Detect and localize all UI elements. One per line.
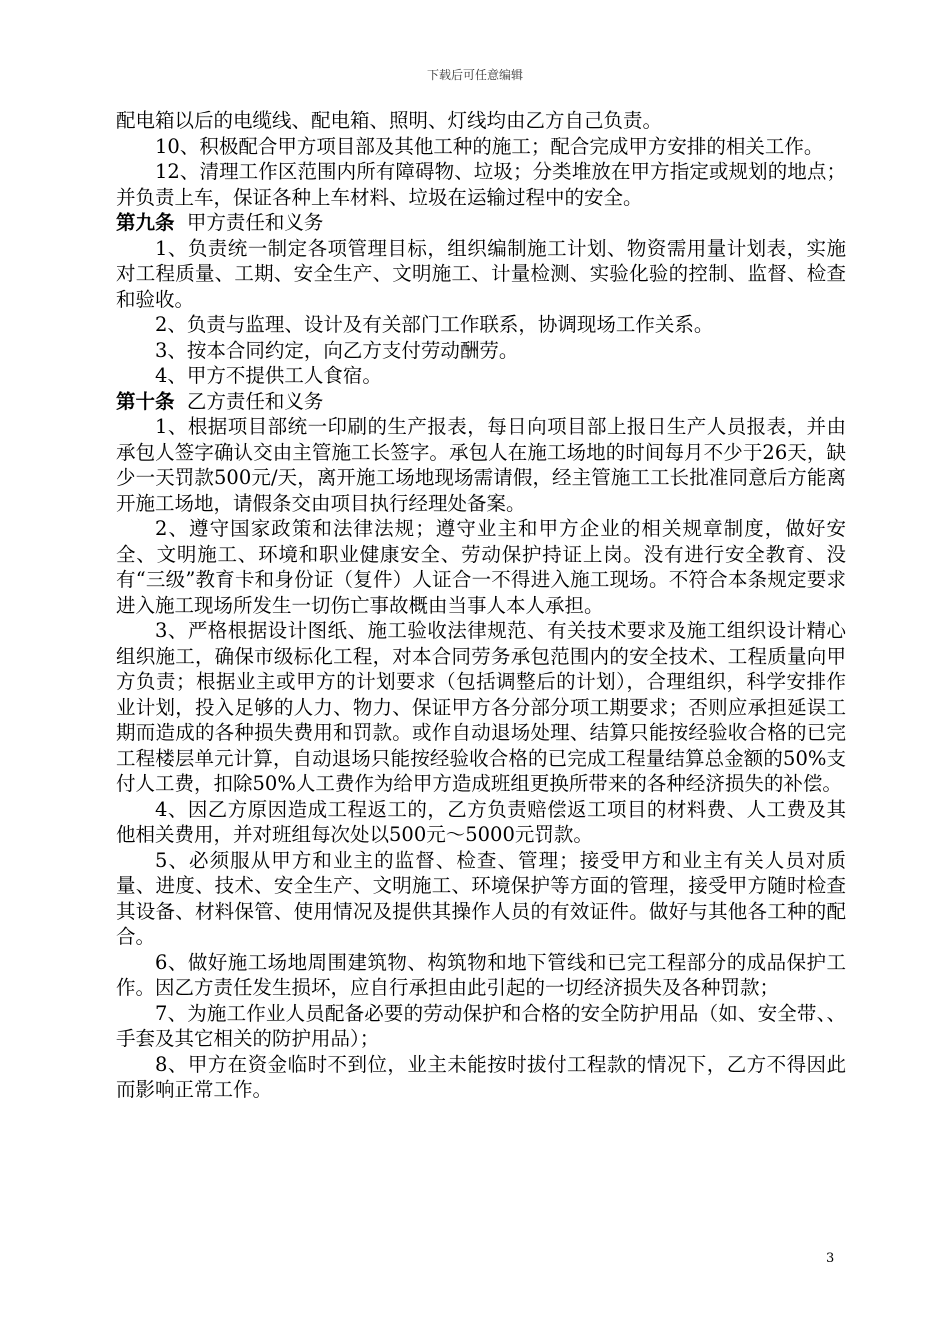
article-10-heading: [116, 389, 846, 415]
page-header: 下载后可任意编辑: [426, 68, 523, 82]
article-10-title: 乙方责任和义务: [186, 389, 324, 413]
article-10-label: 第十条: [116, 389, 175, 413]
article-9-item: 1、负责统一制定各项管理目标，组织编制施工计划、物资需用量计划表，实施对工程质量、工期、安全生产、文明施工、计量检测、实验化验的控制、监督、检查和验收。: [116, 236, 846, 311]
article-9-label: 第九条: [116, 211, 175, 234]
article-9-title: 甲方责任和义务: [186, 211, 324, 234]
article-9-heading: [116, 210, 846, 236]
page-number: 3: [826, 1251, 835, 1266]
article-10-item: 6、做好施工场地周围建筑物、构筑物和地下管线和已完工程部分的成品保护工作。因乙方责任发生损坏，应自行承担由此引起的一切经济损失及各种罚款；: [116, 950, 846, 999]
article-9-item: 2、负责与监理、设计及有关部门工作联系，协调现场工作关系。: [155, 313, 714, 336]
paragraph: 12、清理工作区范围内所有障碍物、垃圾；分类堆放在甲方指定或规划的地点；并负责上车，保证各种上车材料、垃圾在运输过程中的安全。: [116, 160, 846, 209]
article-10-item: 2、遵守国家政策和法律法规；遵守业主和甲方企业的相关规章制度，做好安全、文明施工、环境和职业健康安全、劳动保护持证上岗。没有进行安全教育、没有“三级”教育卡和身份证（复件）人证合一不得进入施工现场。不符合本条规定要求进入施工现场所发生一切伤亡事故概由当事人本人承担。: [116, 517, 846, 617]
paragraph: 配电箱以后的电缆线、配电箱、照明、灯线均由乙方自己负责。: [116, 109, 663, 132]
article-10-item: 1、根据项目部统一印刷的生产报表，每日向项目部上报日生产人员报表，并由承包人签字确认交由主管施工长签字。承包人在施工场地的时间每月不少于26天，缺少一天罚款500元/天，离开施工场地现场需请假，经主管施工工长批准同意后方能离开施工场地，请假条交由项目执行经理处备案。: [116, 415, 846, 515]
article-10-item: 8、甲方在资金临时不到位，业主未能按时拔付工程款的情况下，乙方不得因此而影响正常工作。: [116, 1052, 846, 1101]
paragraph: 10、积极配合甲方项目部及其他工种的施工；配合完成甲方安排的相关工作。: [155, 134, 824, 158]
document-body: [116, 108, 846, 1103]
article-9-item: 3、按本合同约定，向乙方支付劳动酬劳。: [155, 338, 519, 362]
article-10-item: 7、为施工作业人员配备必要的劳动保护和合格的安全防护用品（如、安全带、、手套及其它相关的防护用品）；: [116, 1001, 846, 1050]
article-10-item: 3、严格根据设计图纸、施工验收法律规范、有关技术要求及施工组织设计精心组织施工，确保市级标化工程，对本合同劳务承包范围内的安全技术、工程质量向甲方负责；根据业主或甲方的计划要求（包括调整后的计划），合理组织，科学安排作业计划，投入足够的人力、物力、保证甲方各分部分项工期要求；否则应承担延误工期而造成的各种损失费用和罚款。或作自动退场处理、结算只能按经验收合格的已完工程楼层单元计算，自动退场只能按经验收合格的已完成工程量结算总金额的50%支付人工费，扣除50%人工费作为给甲方造成班组更换所带来的各种经济损失的补偿。: [116, 619, 846, 795]
article-10-item: 4、因乙方原因造成工程返工的，乙方负责赔偿返工项目的材料费、人工费及其他相关费用，并对班组每次处以500元～5000元罚款。: [116, 797, 846, 846]
article-10-item: 5、必须服从甲方和业主的监督、检查、管理；接受甲方和业主有关人员对质量、进度、技术、安全生产、文明施工、环境保护等方面的管理，接受甲方随时检查其设备、材料保管、使用情况及提供其操作人员的有效证件。做好与其他各工种的配合。: [116, 848, 846, 948]
article-9-item: 4、甲方不提供工人食宿。: [155, 364, 382, 387]
